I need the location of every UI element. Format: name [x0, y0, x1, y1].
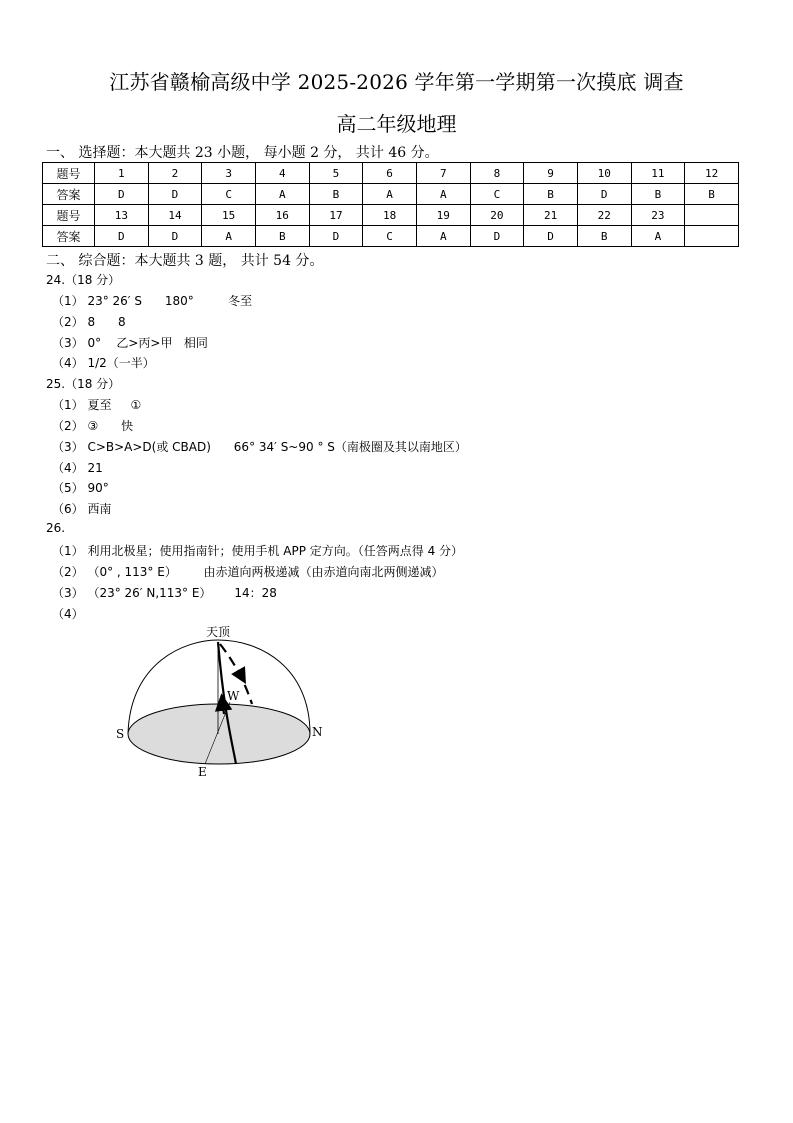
- table-cell: D: [309, 226, 363, 247]
- table-cell: 10: [577, 163, 631, 184]
- table-cell: [685, 226, 739, 247]
- table-cell: B: [524, 184, 578, 205]
- table-cell: C: [470, 184, 524, 205]
- table-cell: 21: [524, 205, 578, 226]
- q26-heading: 26.: [46, 521, 66, 535]
- table-cell: 2: [148, 163, 202, 184]
- table-cell: D: [470, 226, 524, 247]
- table-row: [43, 163, 739, 184]
- table-cell: 6: [363, 163, 417, 184]
- table-cell: B: [631, 184, 685, 205]
- table-cell: 12: [685, 163, 739, 184]
- table-cell: 7: [416, 163, 470, 184]
- q24-line-3: （3） 0° 乙>丙>甲 相同: [52, 336, 208, 350]
- east-label: E: [198, 765, 207, 779]
- row-label: 题号: [43, 163, 95, 184]
- table-row: [43, 226, 739, 247]
- table-cell: 20: [470, 205, 524, 226]
- table-cell: A: [202, 226, 256, 247]
- table-cell: 8: [470, 163, 524, 184]
- q25-line-2: （2） ③ 快: [52, 419, 134, 433]
- table-cell: A: [416, 226, 470, 247]
- table-row: [43, 205, 739, 226]
- table-cell: 9: [524, 163, 578, 184]
- table-cell: 1: [95, 163, 149, 184]
- q26-line-4: （4）: [52, 607, 84, 621]
- q25-heading: 25.（18 分）: [46, 377, 121, 391]
- q24-heading: 24.（18 分）: [46, 273, 121, 287]
- table-cell: 23: [631, 205, 685, 226]
- q26-line-3: （3） （23° 26′ N,113° E） 14：28: [52, 586, 277, 600]
- table-cell: 4: [255, 163, 309, 184]
- q24-line-2: （2） 8 8: [52, 315, 126, 329]
- sun-path-arrow: [223, 702, 225, 714]
- table-cell: B: [577, 226, 631, 247]
- document-title: 江苏省赣榆高级中学 2025-2026 学年第一学期第一次摸底 调查: [109, 70, 684, 94]
- zenith-label: 天顶: [206, 625, 231, 639]
- q26-line-1: （1） 利用北极星；使用指南针；使用手机 APP 定方向。（任答两点得 4 分）: [52, 544, 464, 558]
- q25-line-1: （1） 夏至 ①: [52, 398, 142, 412]
- table-cell: 13: [95, 205, 149, 226]
- table-cell: A: [416, 184, 470, 205]
- row-label: 题号: [43, 205, 95, 226]
- row-label: 答案: [43, 184, 95, 205]
- table-cell: D: [577, 184, 631, 205]
- table-cell: A: [255, 184, 309, 205]
- table-cell: 18: [363, 205, 417, 226]
- table-cell: A: [631, 226, 685, 247]
- table-cell: D: [148, 226, 202, 247]
- table-cell: A: [363, 184, 417, 205]
- celestial-sphere-diagram: [110, 622, 340, 782]
- q25-line-4: （4） 21: [52, 461, 103, 475]
- table-cell: 14: [148, 205, 202, 226]
- q25-line-3: （3） C>B>A>D(或 CBAD) 66° 34′ S~90 ° S（南极圈及其以南地区）: [52, 440, 467, 454]
- table-cell: B: [309, 184, 363, 205]
- q26-line-2: （2） （0° , 113° E） 由赤道向两极递减（由赤道向南北两侧递减）: [52, 565, 444, 579]
- south-label: S: [116, 727, 125, 741]
- table-cell: 3: [202, 163, 256, 184]
- north-label: N: [312, 725, 323, 739]
- table-cell: D: [148, 184, 202, 205]
- section2-heading: 二、 综合题：本大题共 3 题， 共计 54 分。: [46, 253, 324, 269]
- table-cell: D: [95, 184, 149, 205]
- q25-line-6: （6） 西南: [52, 502, 112, 516]
- table-cell: 19: [416, 205, 470, 226]
- answer-table: [42, 162, 739, 247]
- west-label: W: [227, 689, 240, 703]
- table-cell: 11: [631, 163, 685, 184]
- table-cell: 22: [577, 205, 631, 226]
- q24-line-4: （4） 1/2（一半）: [52, 356, 155, 370]
- table-cell: D: [95, 226, 149, 247]
- table-cell: C: [202, 184, 256, 205]
- table-cell: 15: [202, 205, 256, 226]
- table-cell: 5: [309, 163, 363, 184]
- table-cell: 16: [255, 205, 309, 226]
- q25-line-5: （5） 90°: [52, 481, 109, 495]
- table-row: [43, 184, 739, 205]
- document-subtitle: 高二年级地理: [336, 112, 457, 136]
- table-cell: D: [524, 226, 578, 247]
- table-cell: C: [363, 226, 417, 247]
- table-cell: 17: [309, 205, 363, 226]
- section1-heading: 一、 选择题：本大题共 23 小题， 每小题 2 分， 共计 46 分。: [46, 145, 439, 161]
- table-cell: B: [255, 226, 309, 247]
- table-cell: B: [685, 184, 739, 205]
- row-label: 答案: [43, 226, 95, 247]
- table-cell: [685, 205, 739, 226]
- q24-line-1: （1） 23° 26′ S 180° 冬至: [52, 294, 253, 308]
- horizon-plane: [128, 704, 310, 764]
